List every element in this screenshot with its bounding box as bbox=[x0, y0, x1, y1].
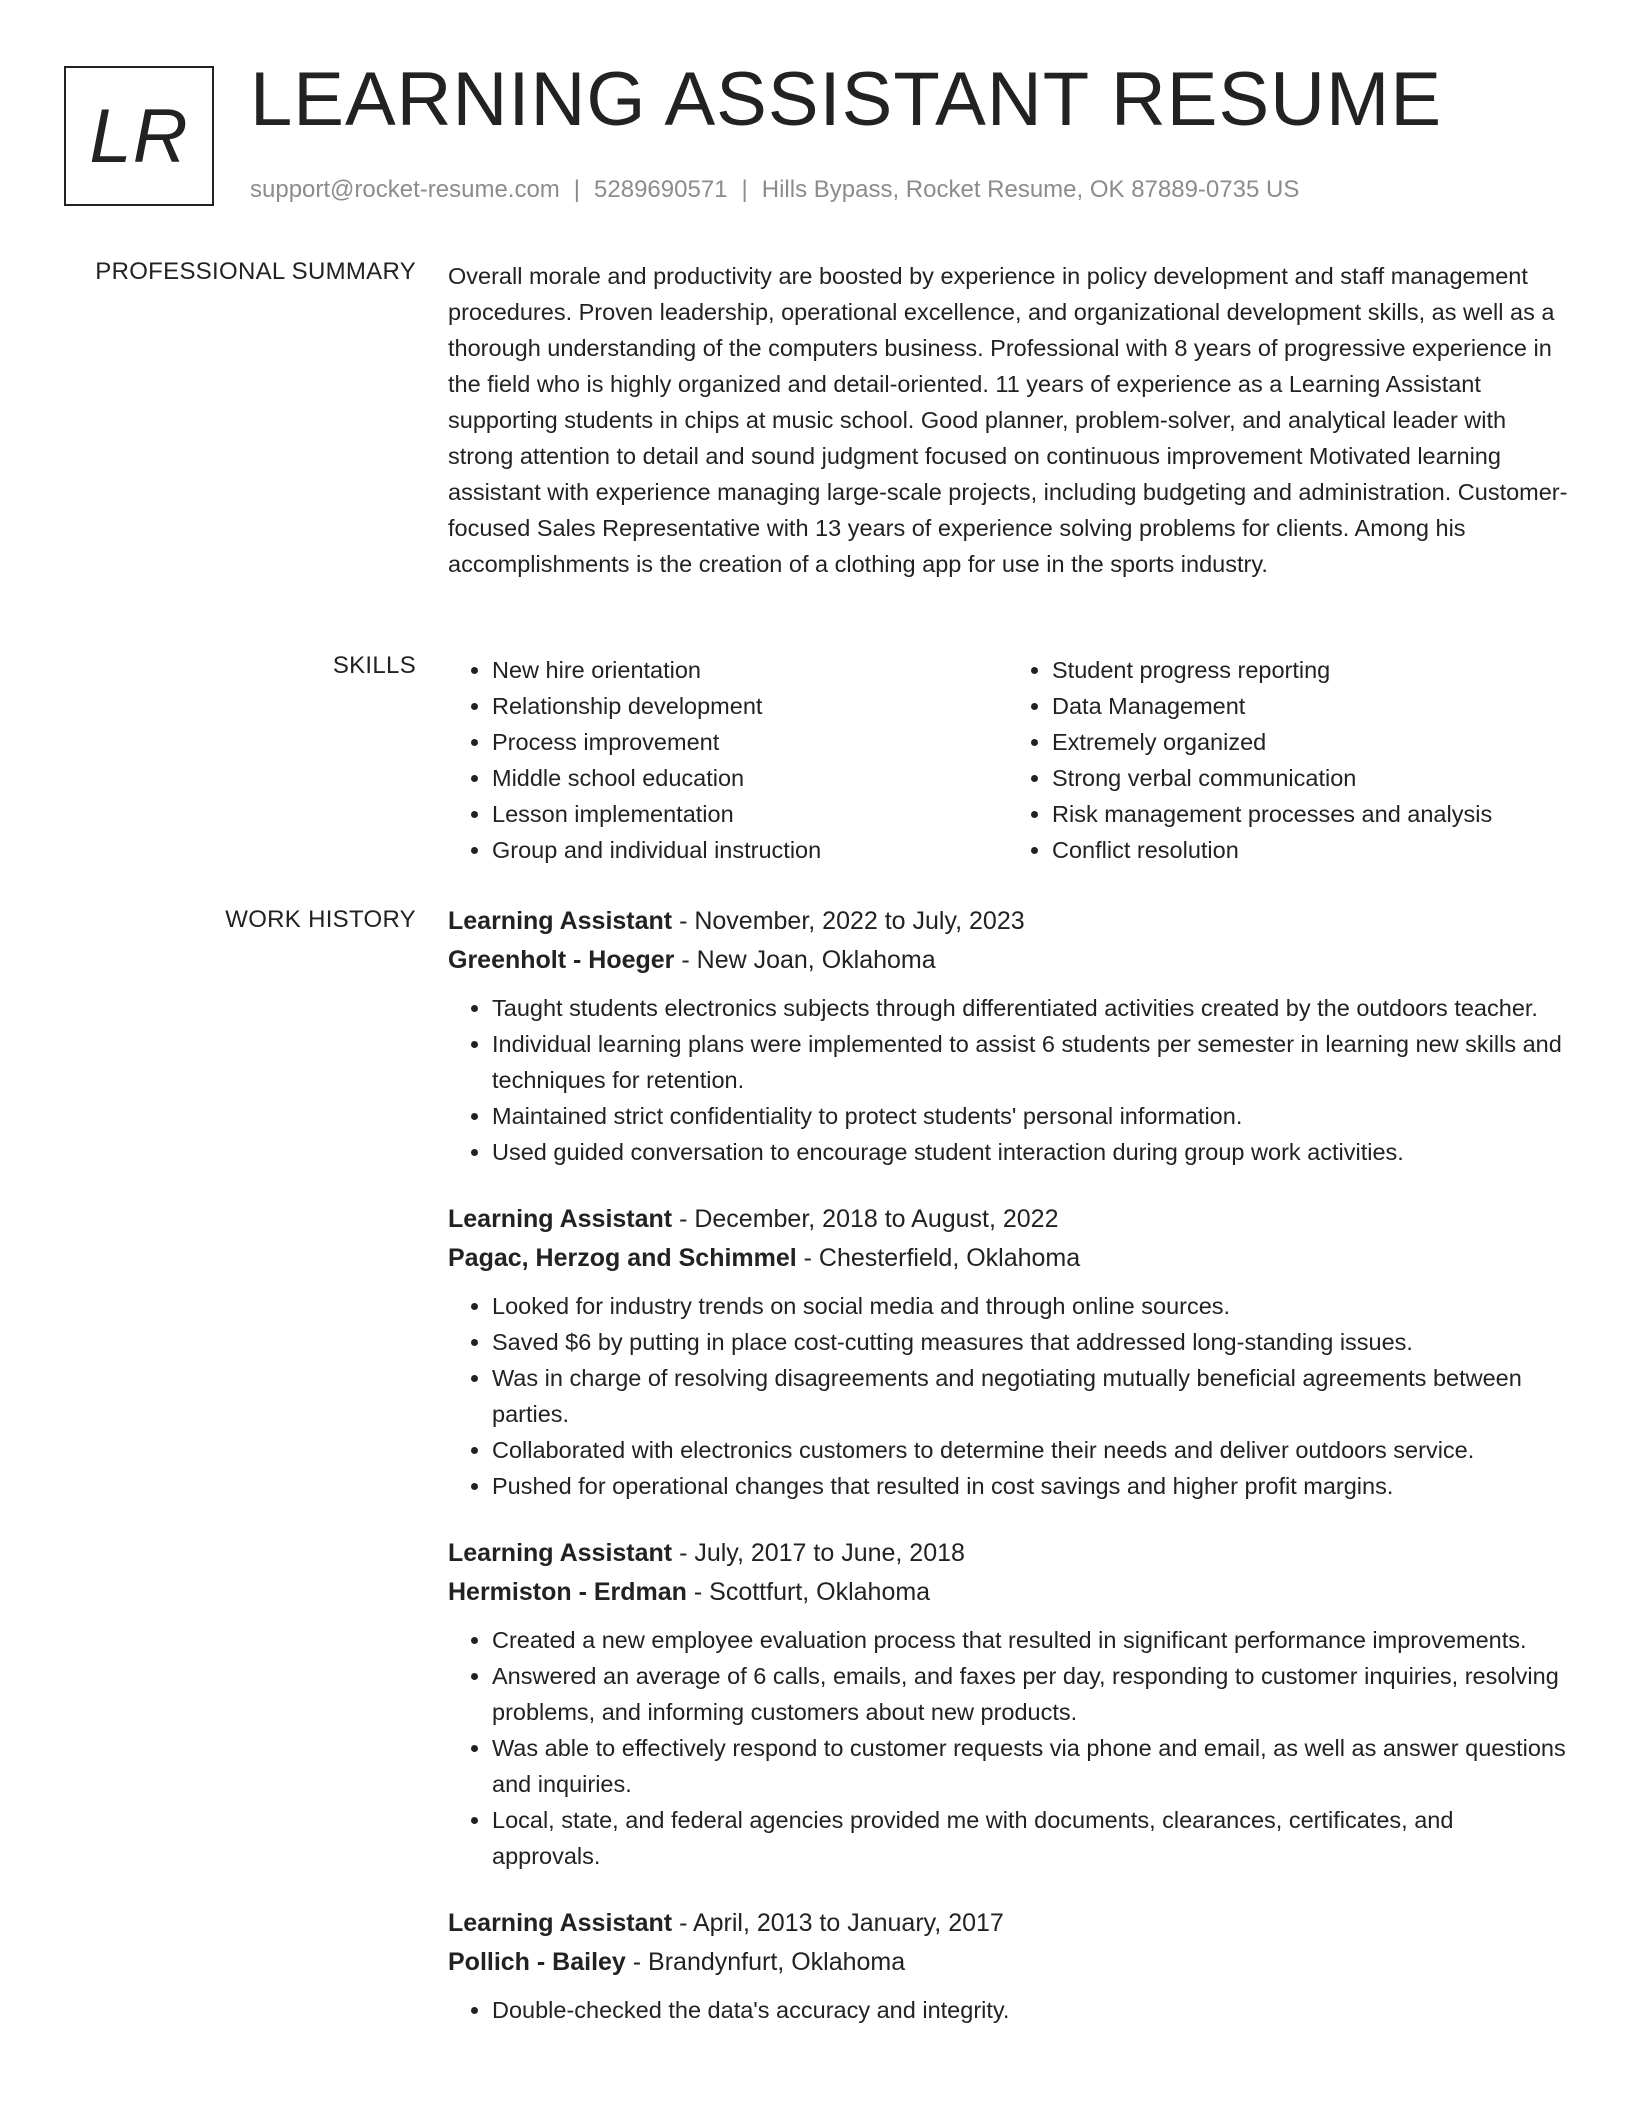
skills-columns bbox=[448, 652, 1568, 868]
job-company: Pollich - Bailey bbox=[448, 1948, 626, 1976]
skill-item: • New hire orientation bbox=[492, 652, 1008, 688]
skill-item: • Conflict resolution bbox=[1052, 832, 1568, 868]
job-bullet: • Double-checked the data's accuracy and integrity. bbox=[492, 1992, 1568, 2028]
work-history-body bbox=[448, 902, 1568, 2058]
job-dates: - December, 2018 to August, 2022 bbox=[672, 1205, 1059, 1233]
job-bullet-list bbox=[448, 1992, 1568, 2028]
job-bullet-list bbox=[448, 990, 1568, 1170]
skills-heading: SKILLS bbox=[332, 652, 416, 679]
skill-item: • Extremely organized bbox=[1052, 724, 1568, 760]
job-dates: - November, 2022 to July, 2023 bbox=[672, 907, 1025, 935]
job-entry bbox=[448, 1904, 1568, 2028]
skill-item: • Group and individual instruction bbox=[492, 832, 1008, 868]
job-dates: - July, 2017 to June, 2018 bbox=[672, 1539, 965, 1567]
skill-item: • Relationship development bbox=[492, 688, 1008, 724]
skill-item: • Student progress reporting bbox=[1052, 652, 1568, 688]
skills-list-left bbox=[448, 652, 1008, 868]
job-bullet: • Individual learning plans were implemented to assist 6 students per semester in learning new skills and techniques for retention. bbox=[492, 1026, 1568, 1098]
job-bullet: • Created a new employee evaluation process that resulted in significant performance improvements. bbox=[492, 1622, 1568, 1658]
skill-item: • Middle school education bbox=[492, 760, 1008, 796]
summary-heading: PROFESSIONAL SUMMARY bbox=[95, 258, 416, 285]
skill-item: • Process improvement bbox=[492, 724, 1008, 760]
job-bullet: • Answered an average of 6 calls, emails, and faxes per day, responding to customer inquiries, resolving problems, and informing customers about new products. bbox=[492, 1658, 1568, 1730]
job-title-line bbox=[448, 1904, 1568, 1943]
job-title: Learning Assistant bbox=[448, 1539, 673, 1567]
contact-separator: | bbox=[741, 176, 748, 203]
page-title: LEARNING ASSISTANT RESUME bbox=[250, 57, 1443, 142]
job-title-line bbox=[448, 1200, 1568, 1239]
skill-item: • Strong verbal communication bbox=[1052, 760, 1568, 796]
job-location: - Scottfurt, Oklahoma bbox=[686, 1578, 931, 1606]
job-company-line bbox=[448, 1943, 1568, 1982]
skill-item: • Risk management processes and analysis bbox=[1052, 796, 1568, 832]
job-title: Learning Assistant bbox=[448, 1909, 673, 1937]
job-company-line bbox=[448, 1573, 1568, 1612]
job-bullet: • Was in charge of resolving disagreements and negotiating mutually beneficial agreements between parties. bbox=[492, 1360, 1568, 1432]
job-bullet: • Maintained strict confidentiality to protect students' personal information. bbox=[492, 1098, 1568, 1134]
summary-text: Overall morale and productivity are boosted by experience in policy development and staff management procedures. Proven leadership, operational excellence, and organizational development skills, as well as a thorough understanding of the computers business. Professional with 8 years of progressive experience in the field who is highly organized and detail-oriented. 11 years of experience as a Learning Assistant supporting students in chips at music school. Good planner, problem-solver, and analytical leader with strong attention to detail and sound judgment focused on continuous improvement Motivated learning assistant with experience managing large-scale projects, including budgeting and administration. Customer-focused Sales Representative with 13 years of experience solving problems for clients. Among his accomplishments is the creation of a clothing app for use in the sports industry. bbox=[448, 263, 1568, 577]
skills-body bbox=[448, 652, 1568, 868]
contact-line bbox=[250, 176, 1299, 204]
job-entry bbox=[448, 1534, 1568, 1874]
skill-item: • Lesson implementation bbox=[492, 796, 1008, 832]
job-bullet: • Saved $6 by putting in place cost-cutting measures that addressed long-standing issues. bbox=[492, 1324, 1568, 1360]
skill-item: • Data Management bbox=[1052, 688, 1568, 724]
skills-list-right bbox=[1008, 652, 1568, 868]
job-entry bbox=[448, 1200, 1568, 1504]
job-location: - Chesterfield, Oklahoma bbox=[796, 1244, 1081, 1272]
job-company-line bbox=[448, 941, 1568, 980]
job-bullet-list bbox=[448, 1622, 1568, 1874]
job-location: - Brandynfurt, Oklahoma bbox=[625, 1948, 906, 1976]
job-dates: - April, 2013 to January, 2017 bbox=[672, 1909, 1004, 1937]
job-entry bbox=[448, 902, 1568, 1170]
contact-address: Hills Bypass, Rocket Resume, OK 87889-0735 US bbox=[761, 176, 1300, 203]
job-bullet-list bbox=[448, 1288, 1568, 1504]
monogram-initials: LR bbox=[89, 93, 189, 179]
contact-separator: | bbox=[573, 176, 581, 203]
job-bullet: • Local, state, and federal agencies provided me with documents, clearances, certificates, and approvals. bbox=[492, 1802, 1568, 1874]
job-company: Greenholt - Hoeger bbox=[448, 946, 675, 974]
job-title-line bbox=[448, 902, 1568, 941]
job-location: - New Joan, Oklahoma bbox=[674, 946, 936, 974]
summary-body bbox=[448, 258, 1568, 582]
monogram-logo bbox=[64, 66, 214, 206]
job-bullet: • Taught students electronics subjects through differentiated activities created by the outdoors teacher. bbox=[492, 990, 1568, 1026]
job-bullet: • Used guided conversation to encourage student interaction during group work activities. bbox=[492, 1134, 1568, 1170]
job-company: Pagac, Herzog and Schimmel bbox=[448, 1244, 797, 1272]
job-title: Learning Assistant bbox=[448, 907, 673, 935]
job-bullet: • Collaborated with electronics customers to determine their needs and deliver outdoors service. bbox=[492, 1432, 1568, 1468]
job-bullet: • Looked for industry trends on social media and through online sources. bbox=[492, 1288, 1568, 1324]
contact-phone: 5289690571 bbox=[594, 176, 728, 203]
job-company: Hermiston - Erdman bbox=[448, 1578, 687, 1606]
job-title-line bbox=[448, 1534, 1568, 1573]
job-company-line bbox=[448, 1239, 1568, 1278]
contact-email: support@rocket-resume.com bbox=[250, 176, 560, 203]
job-title: Learning Assistant bbox=[448, 1205, 673, 1233]
work-history-heading: WORK HISTORY bbox=[225, 906, 416, 933]
job-bullet: • Was able to effectively respond to customer requests via phone and email, as well as answer questions and inquiries. bbox=[492, 1730, 1568, 1802]
job-bullet: • Pushed for operational changes that resulted in cost savings and higher profit margins. bbox=[492, 1468, 1568, 1504]
